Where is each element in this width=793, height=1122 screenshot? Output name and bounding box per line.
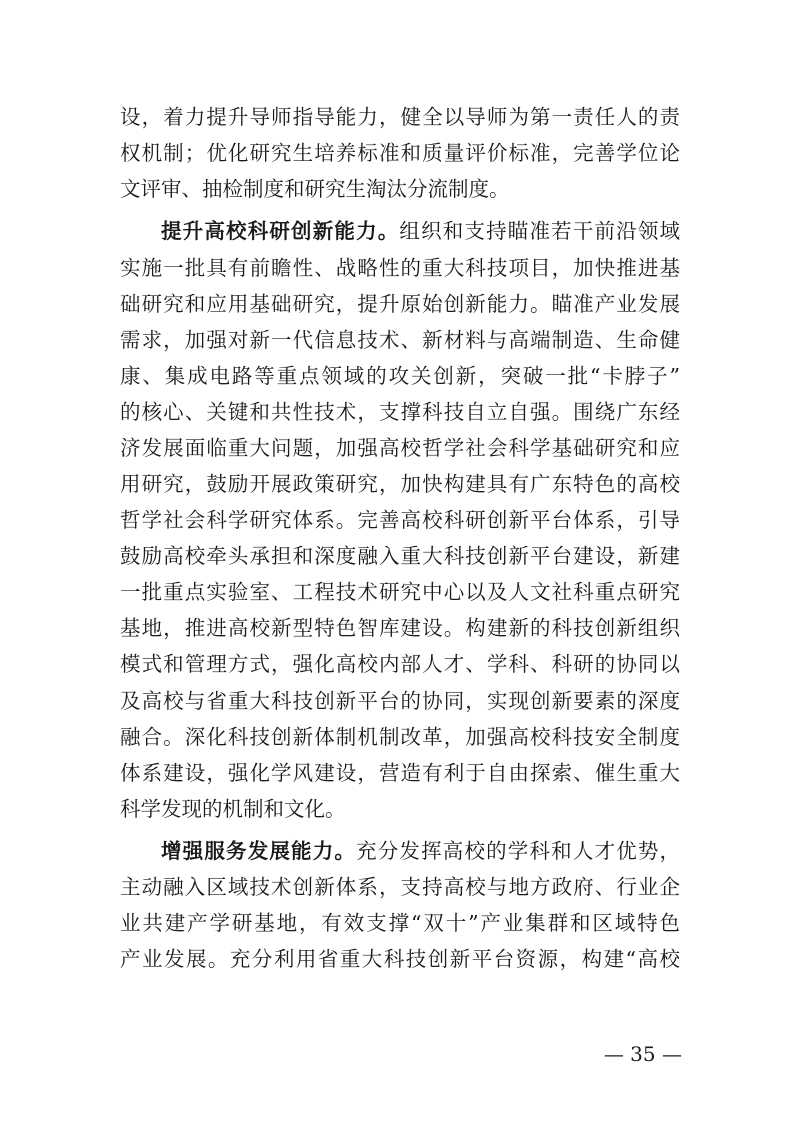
body-line: 济发展面临重大问题，加强高校哲学社会科学基础研究和应 bbox=[120, 436, 680, 460]
body-line: 权机制；优化研究生培养标准和质量评价标准，完善学位论 bbox=[120, 141, 680, 165]
paragraph-heading: 提升高校科研创新能力。 bbox=[161, 219, 400, 243]
body-line: 实施一批具有前瞻性、战略性的重大科技项目，加快推进基 bbox=[120, 256, 680, 280]
body-line: 业共建产学研基地，有效支撑“双十”产业集群和区域特色 bbox=[120, 911, 680, 935]
body-line: 及高校与省重大科技创新平台的协同，实现创新要素的深度 bbox=[120, 689, 680, 713]
body-line: 哲学社会科学研究体系。完善高校科研创新平台体系，引导 bbox=[120, 508, 680, 532]
body-line: 模式和管理方式，强化高校内部人才、学科、科研的协同以 bbox=[120, 652, 680, 676]
paragraph-heading: 增强服务发展能力。 bbox=[161, 839, 357, 863]
body-line: 鼓励高校牵头承担和深度融入重大科技创新平台建设，新建 bbox=[120, 544, 680, 568]
body-line: 增强服务发展能力。充分发挥高校的学科和人才优势， bbox=[161, 839, 681, 863]
body-line: 体系建设，强化学风建设，营造有利于自由探索、催生重大 bbox=[120, 761, 680, 785]
body-line: 需求，加强对新一代信息技术、新材料与高端制造、生命健 bbox=[120, 328, 680, 352]
body-line: 主动融入区域技术创新体系，支持高校与地方政府、行业企 bbox=[120, 875, 680, 899]
body-line: 础研究和应用基础研究，提升原始创新能力。瞄准产业发展 bbox=[120, 292, 680, 316]
body-line: 文评审、抽检制度和研究生淘汰分流制度。 bbox=[120, 177, 510, 201]
body-line: 融合。深化科技创新体制机制改革，加强高校科技安全制度 bbox=[120, 725, 680, 749]
body-line: 科学发现的机制和文化。 bbox=[120, 797, 346, 821]
body-line: 用研究，鼓励开展政策研究，加快构建具有广东特色的高校 bbox=[120, 472, 680, 496]
body-line: 一批重点实验室、工程技术研究中心以及人文社科重点研究 bbox=[120, 580, 680, 604]
body-line: 康、集成电路等重点领域的攻关创新，突破一批“卡脖子” bbox=[120, 364, 680, 388]
body-line: 的核心、关键和共性技术，支撑科技自立自强。围绕广东经 bbox=[120, 400, 680, 424]
page-number: — 35 — bbox=[603, 1042, 682, 1066]
body-line: 产业发展。充分利用省重大科技创新平台资源，构建“高校 bbox=[120, 947, 680, 971]
body-line: 提升高校科研创新能力。组织和支持瞄准若干前沿领域 bbox=[161, 219, 681, 243]
body-line: 基地，推进高校新型特色智库建设。构建新的科技创新组织 bbox=[120, 616, 680, 640]
body-line: 设，着力提升导师指导能力，健全以导师为第一责任人的责 bbox=[120, 105, 680, 129]
